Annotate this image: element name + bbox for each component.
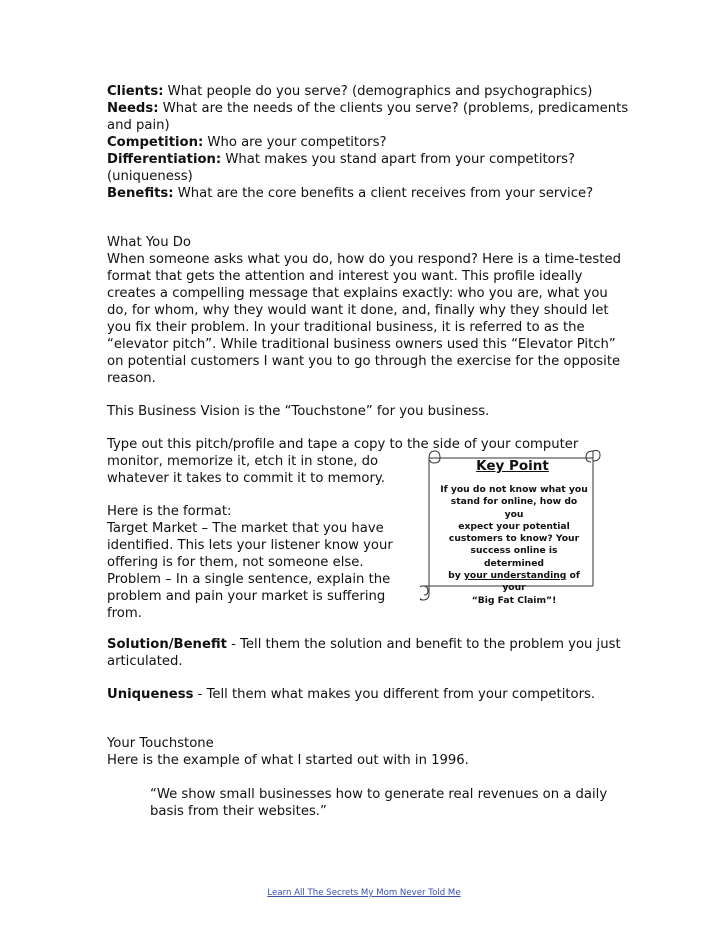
format-line: identified. This lets your listener know your	[107, 538, 393, 553]
vision-line: This Business Vision is the “Touchstone” for you business.	[107, 404, 490, 419]
paragraph-line: creates a compelling message that explains exactly: who you are, what you	[107, 286, 608, 301]
key-point-line: success online is determined	[470, 545, 558, 569]
format-line: Here is the format:	[107, 504, 232, 519]
term-text: - Tell them the solution and benefit to the problem you just	[226, 637, 621, 652]
format-line: problem and pain your market is suffering	[107, 589, 386, 604]
paragraph-line: on potential customers I want you to go through the exercise for the opposite	[107, 354, 621, 369]
key-point-line: customers to know? Your	[448, 533, 580, 545]
def-needs	[107, 100, 628, 117]
paragraph-line: you fix their problem. In your traditional business, it is referred to as the	[107, 320, 585, 335]
touchstone-intro: Here is the example of what I started out with in 1996.	[107, 753, 469, 768]
key-point-emphasis: your understanding	[463, 570, 567, 582]
key-point-fragment: of your	[502, 570, 580, 594]
term-label: Needs:	[107, 101, 159, 116]
term-text: and pain)	[107, 118, 170, 133]
solution-line-cont: articulated.	[107, 654, 183, 669]
footer-link[interactable]: Learn All The Secrets My Mom Never Told Me	[267, 888, 461, 898]
term-text: (uniqueness)	[107, 169, 193, 184]
footer	[0, 888, 728, 898]
key-point-text	[440, 484, 588, 607]
term-text: What are the needs of the clients you serve? (problems, predicaments	[158, 101, 629, 116]
term-label: Differentiation:	[107, 152, 222, 167]
paragraph-line: When someone asks what you do, how do you respond? Here is a time-tested	[107, 252, 621, 267]
def-differentiation	[107, 151, 575, 168]
section-heading-touchstone: Your Touchstone	[107, 736, 214, 751]
def-benefits	[107, 185, 593, 202]
term-label: Clients:	[107, 84, 164, 99]
pitch-line: Type out this pitch/profile and tape a copy to the side of your computer	[107, 437, 579, 452]
paragraph-line: reason.	[107, 371, 156, 386]
term-text: Who are your competitors?	[203, 135, 387, 150]
format-line: Target Market – The market that you have	[107, 521, 384, 536]
def-clients	[107, 83, 592, 100]
section-heading-what-you-do: What You Do	[107, 235, 191, 250]
key-point-fragment: by	[448, 570, 464, 582]
term-text: What makes you stand apart from your competitors?	[221, 152, 576, 167]
term-label: Uniqueness	[107, 687, 194, 702]
solution-line	[107, 636, 621, 653]
term-text: What people do you serve? (demographics and psychographics)	[163, 84, 593, 99]
term-label: Benefits:	[107, 186, 174, 201]
def-differentiation-cont	[107, 168, 193, 185]
quote-line: basis from their websites.”	[150, 804, 327, 819]
term-text: - Tell them what makes you different from your competitors.	[193, 687, 596, 702]
pitch-line: whatever it takes to commit it to memory.	[107, 471, 385, 486]
def-competition	[107, 134, 386, 151]
key-point-line: expect your potential	[458, 520, 570, 532]
key-point-scroll	[420, 446, 605, 606]
uniqueness-line	[107, 686, 595, 703]
format-line: Problem – In a single sentence, explain the	[107, 572, 391, 587]
quote-line: “We show small businesses how to generate real revenues on a daily	[150, 787, 608, 802]
paragraph-line: do, for whom, why they would want it done, and, finally why they should let	[107, 303, 609, 318]
paragraph-line: “elevator pitch”. While traditional business owners used this “Elevator Pitch”	[107, 337, 616, 352]
key-point-line: If you do not know what you	[440, 484, 588, 495]
format-line: offering is for them, not someone else.	[107, 555, 364, 570]
term-label: Solution/Benefit	[107, 637, 227, 652]
key-point-line	[440, 570, 588, 595]
key-point-line: stand for online, how do you	[450, 496, 578, 520]
key-point-line: “Big Fat Claim”!	[471, 594, 557, 606]
term-text: What are the core benefits a client receives from your service?	[173, 186, 594, 201]
key-point-title: Key Point	[476, 458, 549, 474]
paragraph-line: format that gets the attention and interest you want. This profile ideally	[107, 269, 583, 284]
term-label: Competition:	[107, 135, 204, 150]
def-needs-cont	[107, 117, 170, 134]
pitch-line: monitor, memorize it, etch it in stone, do	[107, 454, 379, 469]
format-line: from.	[107, 606, 142, 621]
